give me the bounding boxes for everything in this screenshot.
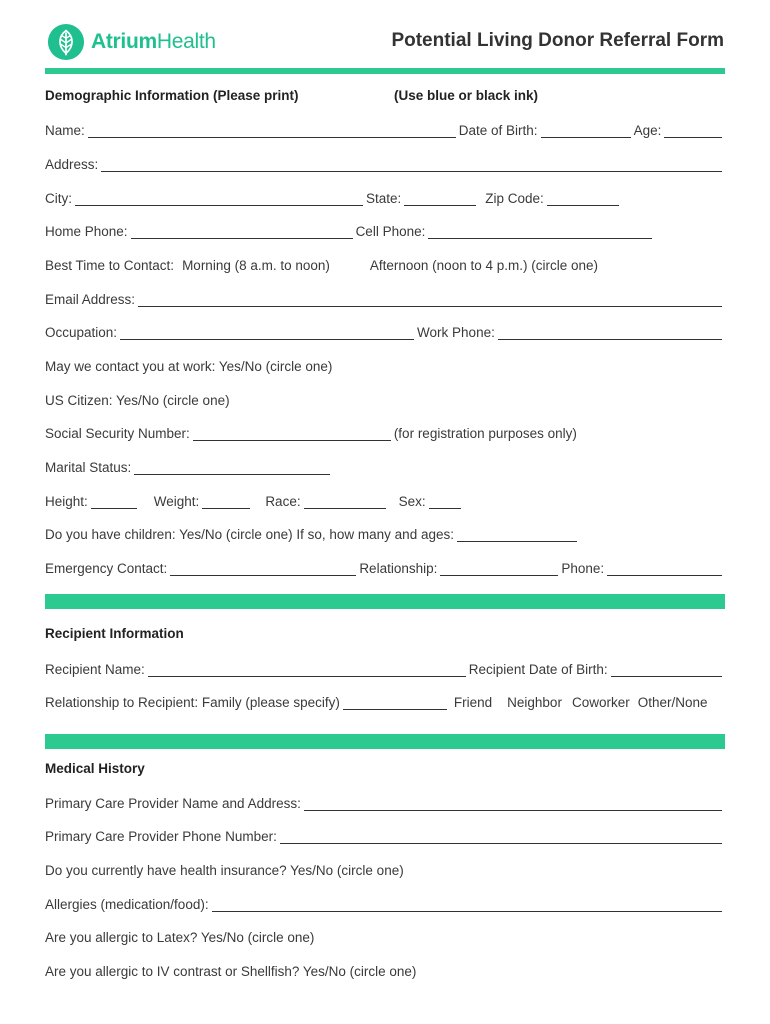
children-row: [45, 522, 725, 542]
ink-note: (Use blue or black ink): [394, 88, 539, 103]
option-friend[interactable]: Friend: [453, 695, 493, 710]
children-field[interactable]: [457, 527, 577, 542]
ssn-label: Social Security Number:: [45, 426, 190, 441]
dob-field[interactable]: [541, 123, 631, 138]
logo-text: [91, 30, 216, 54]
weight-label: Weight:: [153, 494, 200, 509]
header-divider: [45, 68, 725, 74]
name-label: Name:: [45, 123, 85, 138]
allergies-label: Allergies (medication/food):: [45, 897, 209, 912]
pcp-name-row: [45, 791, 725, 811]
demographic-heading: [45, 88, 299, 103]
family-specify-field[interactable]: [343, 695, 447, 710]
emergency-phone-field[interactable]: [607, 561, 722, 576]
latex-question[interactable]: Are you allergic to Latex? Yes/No (circle one): [45, 930, 315, 945]
name-row: [45, 118, 725, 138]
recipient-heading: Recipient Information: [45, 626, 184, 641]
sex-label: Sex:: [398, 494, 426, 509]
occupation-field[interactable]: [120, 325, 414, 340]
physical-row: [45, 489, 725, 509]
section-divider-recipient: [45, 594, 725, 609]
morning-option[interactable]: Morning (8 a.m. to noon): [182, 258, 330, 273]
pcp-phone-label: Primary Care Provider Phone Number:: [45, 829, 277, 844]
us-citizen-question[interactable]: US Citizen: Yes/No (circle one): [45, 393, 230, 408]
atrium-health-logo: [47, 23, 216, 61]
cell-phone-field[interactable]: [428, 224, 652, 239]
medical-heading: Medical History: [45, 761, 145, 776]
address-row: [45, 152, 725, 172]
latex-row: [45, 925, 725, 945]
occupation-label: Occupation:: [45, 325, 118, 340]
leaf-logo-icon: [47, 23, 85, 61]
best-time-label: Best Time to Contact:: [45, 258, 175, 273]
ssn-row: [45, 421, 725, 441]
recipient-name-label: Recipient Name:: [45, 662, 145, 677]
state-label: State:: [366, 191, 402, 206]
page-title: Potential Living Donor Referral Form: [391, 30, 724, 51]
occupation-row: [45, 320, 725, 340]
emergency-contact-field[interactable]: [170, 561, 356, 576]
emergency-phone-label: Phone:: [561, 561, 605, 576]
work-phone-field[interactable]: [498, 325, 722, 340]
height-label: Height:: [45, 494, 88, 509]
header: [0, 0, 770, 70]
relationship-label: Relationship:: [359, 561, 438, 576]
sex-field[interactable]: [429, 494, 461, 509]
logo-text-bold: Atrium: [91, 30, 157, 53]
city-label: City:: [45, 191, 72, 206]
dob-label: Date of Birth:: [458, 123, 538, 138]
age-field[interactable]: [664, 123, 722, 138]
address-label: Address:: [45, 157, 99, 172]
iv-contrast-question[interactable]: Are you allergic to IV contrast or Shellfish? Yes/No (circle one): [45, 964, 417, 979]
contact-work-row: [45, 354, 725, 374]
option-neighbor[interactable]: Neighbor: [507, 695, 562, 710]
insurance-row: [45, 858, 725, 878]
work-phone-label: Work Phone:: [417, 325, 495, 340]
state-field[interactable]: [404, 191, 476, 206]
relationship-field[interactable]: [440, 561, 558, 576]
weight-field[interactable]: [202, 494, 250, 509]
name-field[interactable]: [88, 123, 456, 138]
zip-label: Zip Code:: [485, 191, 544, 206]
children-question: Do you have children: Yes/No (circle one) If so, how many and ages:: [45, 527, 454, 542]
address-field[interactable]: [101, 157, 722, 172]
recipient-name-field[interactable]: [148, 662, 466, 677]
ssn-field[interactable]: [193, 426, 391, 441]
ssn-note: (for registration purposes only): [393, 426, 577, 441]
marital-label: Marital Status:: [45, 460, 132, 475]
home-phone-label: Home Phone:: [45, 224, 128, 239]
height-field[interactable]: [91, 494, 137, 509]
demographic-heading-text: Demographic Information (Please print): [45, 88, 299, 103]
emergency-contact-label: Emergency Contact:: [45, 561, 168, 576]
age-label: Age:: [633, 123, 662, 138]
cell-phone-label: Cell Phone:: [355, 224, 426, 239]
pcp-name-field[interactable]: [304, 796, 722, 811]
pcp-phone-field[interactable]: [280, 829, 722, 844]
pcp-phone-row: [45, 824, 725, 844]
afternoon-option[interactable]: Afternoon (noon to 4 p.m.) (circle one): [369, 258, 598, 273]
recipient-relationship-row: [45, 690, 725, 710]
city-row: [45, 186, 725, 206]
marital-row: [45, 455, 725, 475]
city-field[interactable]: [75, 191, 363, 206]
iv-contrast-row: [45, 959, 725, 979]
email-field[interactable]: [138, 292, 722, 307]
option-other-none[interactable]: Other/None: [637, 695, 708, 710]
home-phone-field[interactable]: [131, 224, 353, 239]
allergies-field[interactable]: [212, 897, 722, 912]
recipient-dob-field[interactable]: [611, 662, 722, 677]
contact-work-question[interactable]: May we contact you at work: Yes/No (circle one): [45, 359, 333, 374]
us-citizen-row: [45, 388, 725, 408]
race-field[interactable]: [304, 494, 386, 509]
zip-field[interactable]: [547, 191, 619, 206]
option-coworker[interactable]: Coworker: [571, 695, 630, 710]
phone-row: [45, 219, 725, 239]
best-time-row: [45, 253, 725, 273]
allergies-row: [45, 892, 725, 912]
section-divider-medical: [45, 734, 725, 749]
email-row: [45, 287, 725, 307]
marital-field[interactable]: [134, 460, 330, 475]
email-label: Email Address:: [45, 292, 136, 307]
insurance-question[interactable]: Do you currently have health insurance? Yes/No (circle one): [45, 863, 404, 878]
pcp-name-label: Primary Care Provider Name and Address:: [45, 796, 301, 811]
race-label: Race:: [265, 494, 301, 509]
emergency-row: [45, 556, 725, 576]
logo-text-light: Health: [156, 30, 216, 53]
recipient-name-row: [45, 657, 725, 677]
recipient-dob-label: Recipient Date of Birth:: [468, 662, 608, 677]
recipient-relationship-label: Relationship to Recipient: Family (please specify): [45, 695, 340, 710]
